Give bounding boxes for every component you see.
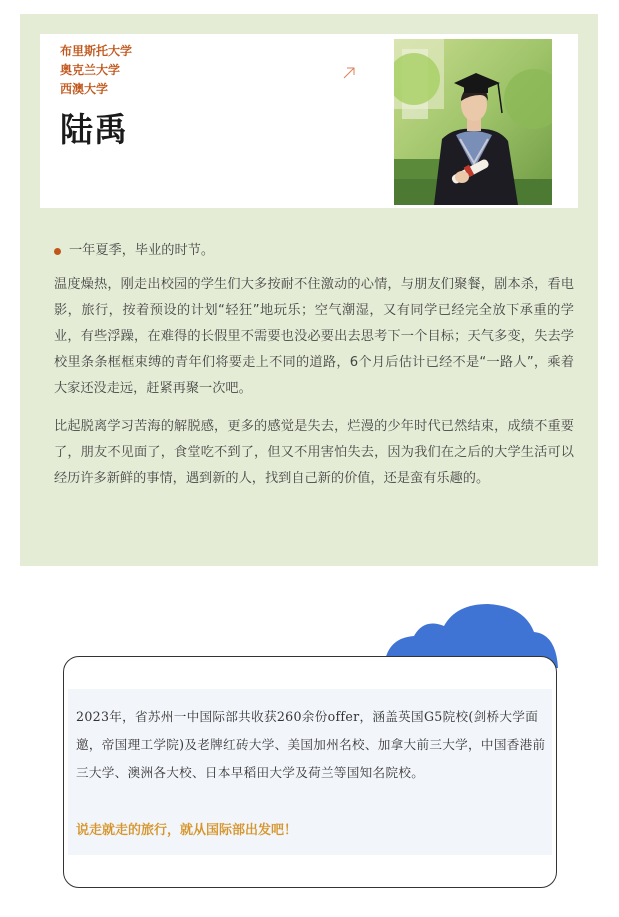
article-paragraph: 温度燥热，刚走出校园的学生们大多按耐不住激动的心情，与朋友们聚餐，剧本杀，看电影，旅行，按着预设的计划“轻狂”地玩乐；空气潮湿，又有同学已经完全放下承重的学业，有些浮躁，在难得的长假里不需要也没必要出去思考下一个目标；天气多变，失去学校里条条框框束缚的青年们将要走上不同的道路，6个月后估计已经不是“一路人”，乘着大家还没走远，赶紧再聚一次吧。 — [54, 277, 574, 396]
university-item: 西澳大学 — [60, 82, 109, 96]
article-lead-text: 一年夏季，毕业的时节。 — [69, 243, 215, 258]
profile-header-card — [40, 34, 578, 208]
offer-summary-box — [68, 689, 552, 855]
university-list — [60, 42, 132, 99]
offer-summary-card — [63, 656, 557, 888]
article-body — [54, 238, 574, 504]
university-item: 奥克兰大学 — [60, 63, 121, 77]
university-item: 布里斯托大学 — [60, 44, 133, 58]
article-paragraph: 比起脱离学习苦海的解脱感，更多的感觉是失去，烂漫的少年时代已然结束，成绩不重要了，朋友不见面了，食堂吃不到了，但又不用害怕失去，因为我们在之后的大学生活可以经历许多新鲜的事情，遇到新的人，找到自己新的价值，还是蛮有乐趣的。 — [54, 419, 574, 486]
arrow-up-right-icon — [342, 66, 356, 80]
graduate-photo — [394, 39, 552, 205]
student-name: 陆禹 — [60, 110, 128, 149]
bullet-dot-icon — [54, 248, 61, 255]
article-lead — [54, 238, 574, 264]
call-to-action: 说走就走的旅行，就从国际部出发吧！ — [76, 823, 298, 838]
offer-summary-text: 2023年，省苏州一中国际部共收获260余份offer，涵盖英国G5院校(剑桥大学面邀，帝国理工学院)及老牌红砖大学、美国加州名校、加拿大前三大学，中国香港前三大学、澳洲各大校、日本早稻田大学及荷兰等国知名院校。 — [76, 709, 546, 780]
